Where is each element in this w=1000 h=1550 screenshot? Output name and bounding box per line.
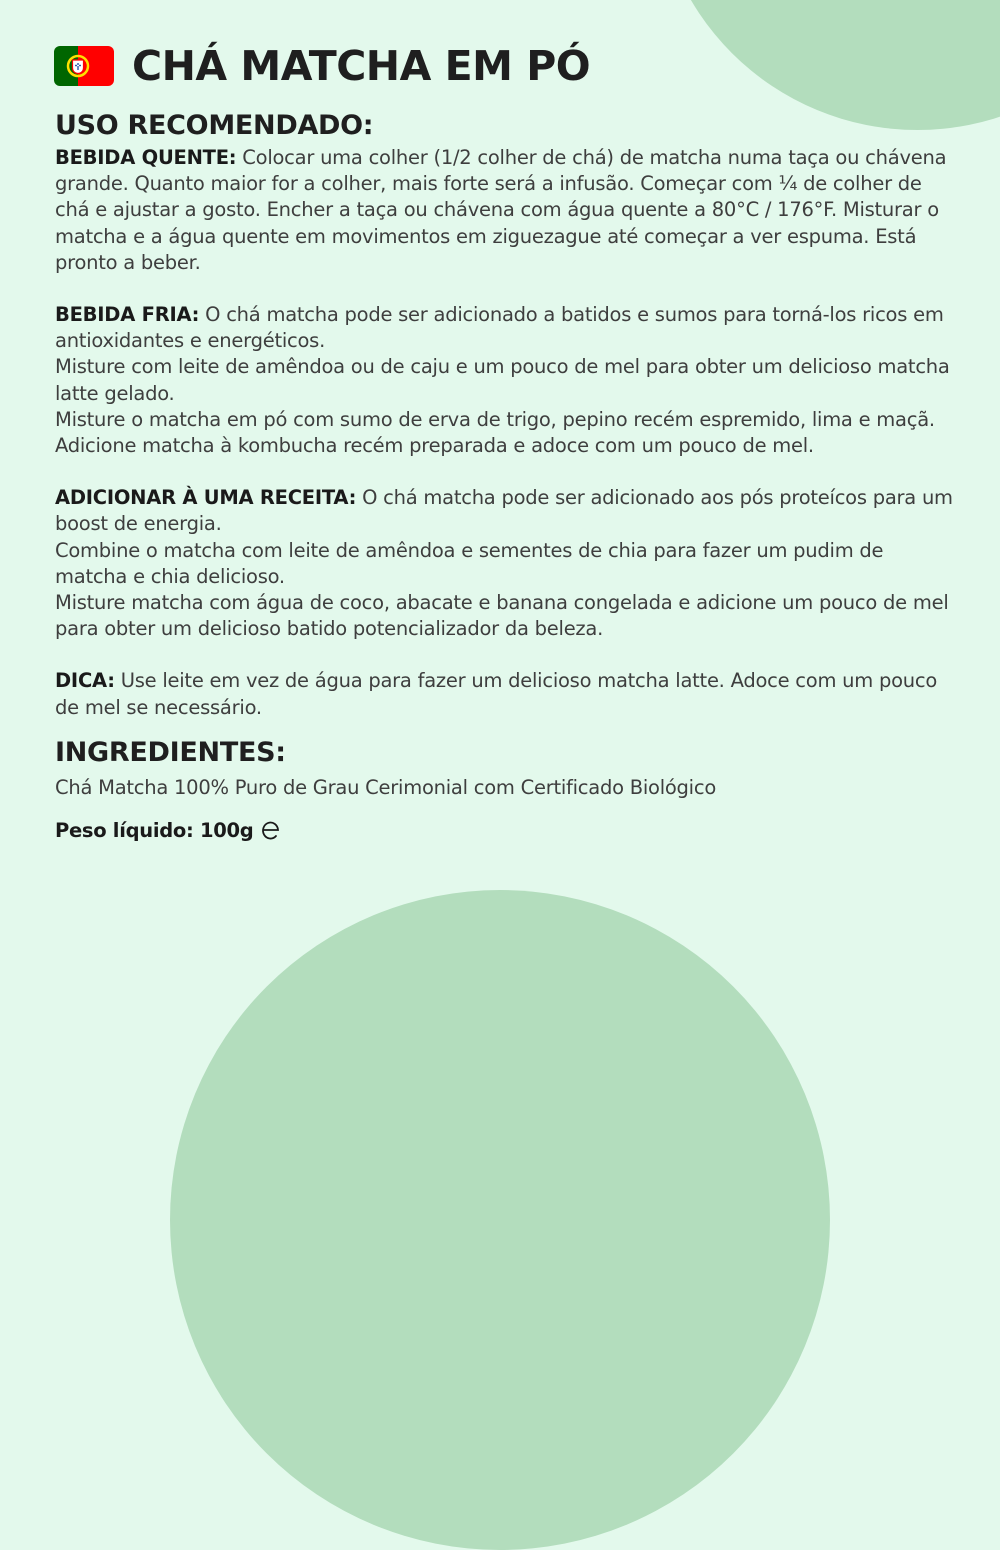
cold-drink-line: Adicione matcha à kombucha recém preparada e adoce com um pouco de mel. (55, 434, 814, 458)
net-weight (55, 819, 955, 842)
tip-text: Use leite em vez de água para fazer um delicioso matcha latte. Adoce com um pouco de mel se necessário. (55, 669, 938, 719)
estimated-sign-icon (261, 819, 281, 841)
tip-paragraph (55, 668, 955, 720)
portugal-flag-icon (54, 46, 114, 86)
recipe-text: O chá matcha pode ser adicionado aos pós proteícos para um boost de energia. (55, 486, 953, 536)
cold-drink-line: Misture com leite de amêndoa ou de caju e um pouco de mel para obter um delicioso matcha latte gelado. (55, 355, 950, 405)
main-content (55, 110, 955, 842)
page-title: CHÁ MATCHA EM PÓ (132, 42, 591, 90)
recipe-label: ADICIONAR À UMA RECEITA: (55, 486, 357, 510)
cold-drink-label: BEBIDA FRIA: (55, 303, 200, 327)
cold-drink-text: O chá matcha pode ser adicionado a batidos e sumos para torná-los ricos em antioxidantes e energéticos. (55, 303, 944, 353)
hot-drink-text: Colocar uma colher (1/2 colher de chá) de matcha numa taça ou chávena grande. Quanto maior for a colher, mais forte será a infusão. Começar com ¼ de colher de chá e ajustar a gosto. Encher a taça ou chávena com água quente a 80°C / 176°F. Misturar o matcha e a água quente em movimentos em ziguezague até começar a ver espuma. Está pronto a beber. (55, 146, 947, 274)
cold-drink-line: Misture o matcha em pó com sumo de erva de trigo, pepino recém espremido, lima e maçã. (55, 407, 935, 431)
title-row (54, 40, 590, 92)
recipe-paragraph (55, 485, 955, 642)
hot-drink-paragraph (55, 145, 955, 276)
tip-label: DICA: (55, 669, 115, 693)
recipe-line: Combine o matcha com leite de amêndoa e sementes de chia para fazer um pudim de matcha e chia delicioso. (55, 538, 884, 588)
ingredients-text: Chá Matcha 100% Puro de Grau Cerimonial com Certificado Biológico (55, 775, 717, 799)
recipe-line: Misture matcha com água de coco, abacate e banana congelada e adicione um pouco de mel para obter um delicioso batido potencializador da beleza. (55, 591, 949, 641)
hot-drink-label: BEBIDA QUENTE: (55, 146, 237, 169)
decorative-blob-bottom (170, 890, 830, 1550)
ingredients-heading: INGREDIENTES: (55, 736, 286, 768)
net-weight-text: Peso líquido: 100g (55, 818, 254, 842)
cold-drink-paragraph (55, 302, 955, 459)
recommended-use-heading: USO RECOMENDADO: (55, 110, 374, 141)
